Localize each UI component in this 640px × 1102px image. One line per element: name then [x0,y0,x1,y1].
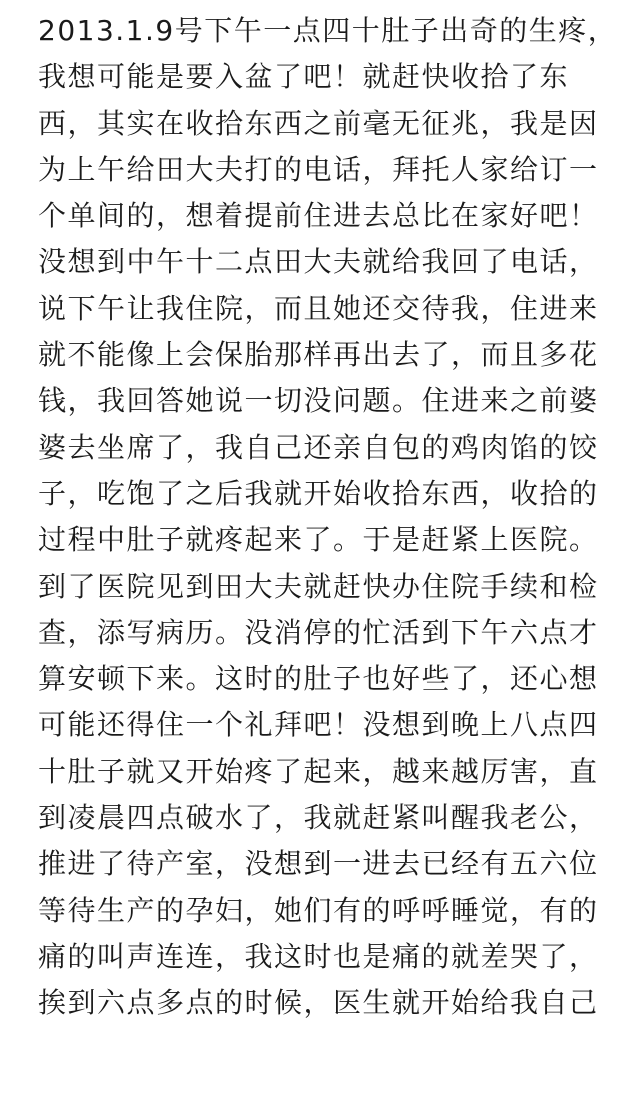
text-line: 过程中肚子就疼起来了。于是赶紧上医院。 [38,523,599,557]
text-line: 2013.1.9号下午一点四十肚子出奇的生疼， [38,14,618,47]
text-line: 说下午让我住院，而且她还交待我，住进来 [38,291,599,325]
text-line: 没想到中午十二点田大夫就给我回了电话， [38,245,599,279]
text-line: 我想可能是要入盆了吧！就赶快收拾了东 [38,60,570,94]
text-line: 十肚子就又开始疼了起来，越来越厉害，直 [38,754,599,788]
text-line: 到了医院见到田大夫就赶快办住院手续和检 [38,569,599,603]
text-line: 子，吃饱了之后我就开始收拾东西，收拾的 [38,476,599,510]
text-line: 痛的叫声连连，我这时也是痛的就差哭了， [38,939,599,973]
article-text [38,8,618,1027]
text-line: 婆去坐席了，我自己还亲自包的鸡肉馅的饺 [38,430,599,464]
text-line: 个单间的，想着提前住进去总比在家好吧！ [38,199,599,233]
text-line: 为上午给田大夫打的电话，拜托人家给订一 [38,152,599,186]
text-line: 算安顿下来。这时的肚子也好些了，还心想 [38,662,599,696]
text-line: 挨到六点多点的时候，医生就开始给我自己 [38,986,599,1020]
text-line: 推进了待产室，没想到一进去已经有五六位 [38,847,599,881]
text-line: 西，其实在收拾东西之前毫无征兆，我是因 [38,106,599,140]
text-line: 到凌晨四点破水了，我就赶紧叫醒我老公， [38,801,599,835]
text-line: 钱，我回答她说一切没问题。住进来之前婆 [38,384,599,418]
text-line: 可能还得住一个礼拜吧！没想到晚上八点四 [38,708,599,742]
text-line: 就不能像上会保胎那样再出去了，而且多花 [38,338,599,372]
text-line: 查，添写病历。没消停的忙活到下午六点才 [38,615,599,649]
text-line: 等待生产的孕妇，她们有的呼呼睡觉，有的 [38,893,599,927]
